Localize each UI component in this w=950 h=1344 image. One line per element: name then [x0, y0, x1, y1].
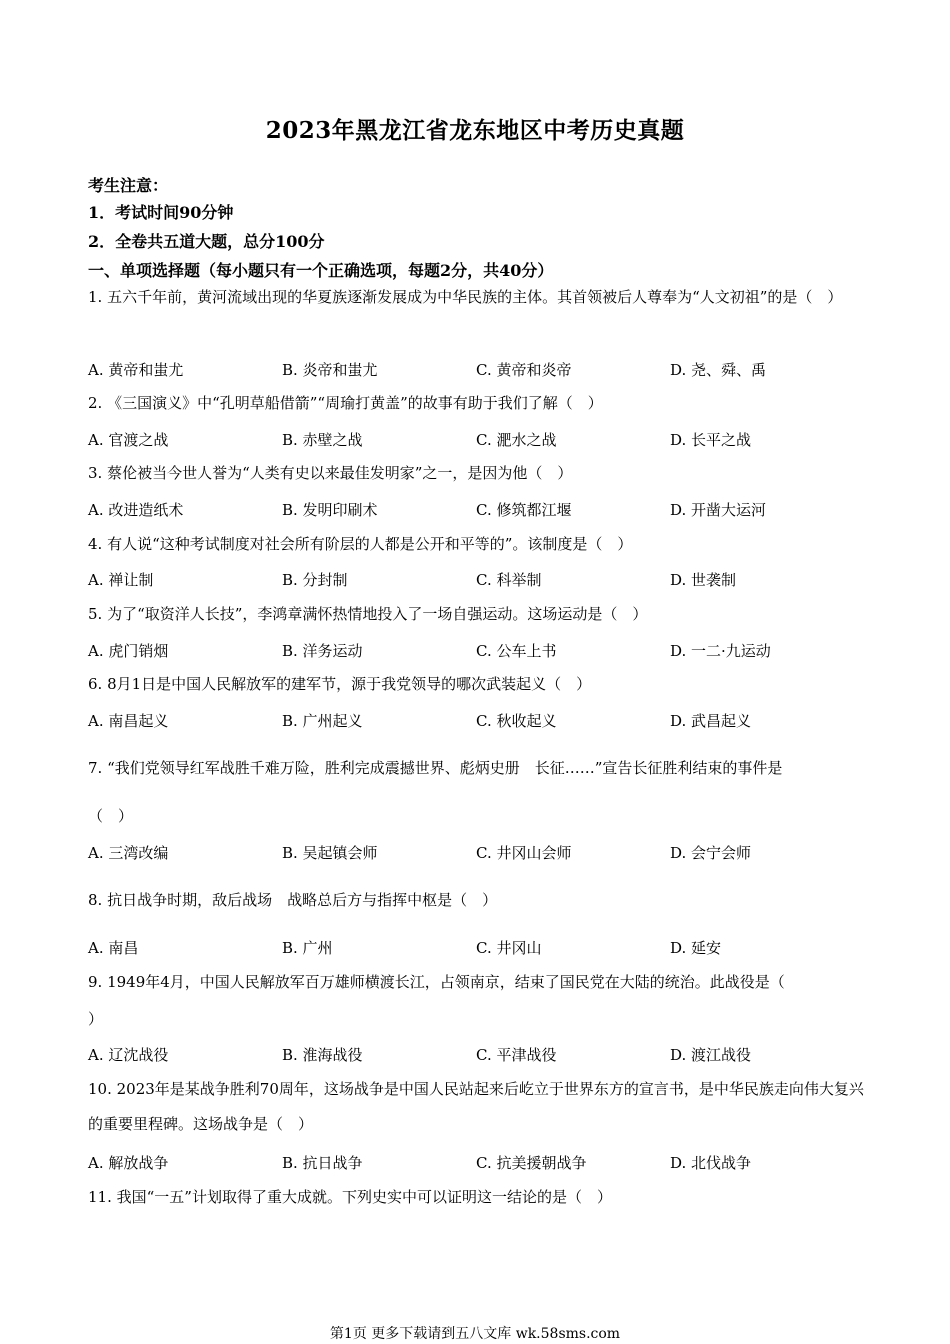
- option-b[interactable]: B. 炎帝和蚩尤: [282, 361, 378, 379]
- option-d[interactable]: D. 世袭制: [670, 571, 737, 589]
- option-a[interactable]: A. 南昌起义: [88, 712, 169, 730]
- option-d[interactable]: D. 一二·九运动: [670, 642, 771, 660]
- option-d[interactable]: D. 渡江战役: [670, 1046, 752, 1064]
- option-c[interactable]: C. 淝水之战: [476, 431, 557, 449]
- page-footer: 第1页 更多下载请到五八文库 wk.58sms.com: [329, 1326, 621, 1342]
- notice-item: 2．全卷共五道大题，总分100分: [88, 232, 325, 251]
- question-stem: 8. 抗日战争时期，敌后战场 战略总后方与指挥中枢是（ ）: [88, 891, 498, 909]
- option-b[interactable]: B. 淮海战役: [282, 1046, 363, 1064]
- option-c[interactable]: C. 井冈山: [476, 939, 542, 957]
- option-c[interactable]: C. 公车上书: [476, 642, 557, 660]
- answer-blank: ）: [88, 1010, 104, 1028]
- question-stem: 10. 2023年是某战争胜利70周年，这场战争是中国人民站起来后屹立于世界东方的宣言书，是中华民族走向伟大复兴的重要里程碑。这场战争是（ ）: [88, 1080, 864, 1133]
- question-stem: 7. “我们党领导红军战胜千难万险，胜利完成震撼世界、彪炳史册 长征……”宣告长征胜利结束的事件是: [88, 759, 783, 777]
- option-b[interactable]: B. 洋务运动: [282, 642, 363, 660]
- option-b[interactable]: B. 发明印刷术: [282, 501, 378, 519]
- options-row: [88, 937, 868, 961]
- option-a[interactable]: A. 黄帝和蚩尤: [88, 361, 184, 379]
- options-row: [88, 1044, 868, 1068]
- options-row: [88, 359, 868, 383]
- page-title: 2023年黑龙江省龙东地区中考历史真题: [265, 117, 685, 144]
- option-c[interactable]: C. 井冈山会师: [476, 844, 572, 862]
- option-c[interactable]: C. 黄帝和炎帝: [476, 361, 572, 379]
- option-c[interactable]: C. 抗美援朝战争: [476, 1154, 587, 1172]
- option-b[interactable]: B. 赤壁之战: [282, 431, 363, 449]
- option-c[interactable]: C. 秋收起义: [476, 712, 557, 730]
- question-stem: 2. 《三国演义》中“孔明草船借箭”“周瑜打黄盖”的故事有助于我们了解（ ）: [88, 394, 603, 412]
- option-b[interactable]: B. 抗日战争: [282, 1154, 363, 1172]
- options-row: [88, 710, 868, 734]
- option-a[interactable]: A. 三湾改编: [88, 844, 169, 862]
- option-d[interactable]: D. 延安: [670, 939, 722, 957]
- option-a[interactable]: A. 改进造纸术: [88, 501, 184, 519]
- question-stem: 5. 为了“取资洋人长技”，李鸿章满怀热情地投入了一场自强运动。这场运动是（ ）: [88, 605, 648, 623]
- section-heading: 一、单项选择题（每小题只有一个正确选项，每题2分，共40分）: [88, 261, 554, 280]
- options-row: [88, 842, 868, 866]
- options-row: [88, 569, 868, 593]
- options-row: [88, 429, 868, 453]
- question-stem: 3. 蔡伦被当今世人誉为“人类有史以来最佳发明家”之一，是因为他（ ）: [88, 464, 573, 482]
- option-a[interactable]: A. 辽沈战役: [88, 1046, 169, 1064]
- option-c[interactable]: C. 科举制: [476, 571, 542, 589]
- option-b[interactable]: B. 广州起义: [282, 712, 363, 730]
- question-stem: 4. 有人说“这种考试制度对社会所有阶层的人都是公开和平等的”。该制度是（ ）: [88, 535, 633, 553]
- question-stem: 1. 五六千年前，黄河流域出现的华夏族逐渐发展成为中华民族的主体。其首领被后人尊奉为“人文初祖”的是（ ）: [88, 288, 843, 306]
- option-a[interactable]: A. 南昌: [88, 939, 139, 957]
- options-row: [88, 1152, 868, 1176]
- option-d[interactable]: D. 北伐战争: [670, 1154, 752, 1172]
- notice-item: 1．考试时间90分钟: [88, 203, 234, 222]
- option-c[interactable]: C. 平津战役: [476, 1046, 557, 1064]
- option-d[interactable]: D. 开凿大运河: [670, 501, 767, 519]
- option-b[interactable]: B. 广州: [282, 939, 333, 957]
- question-stem: 9. 1949年4月，中国人民解放军百万雄师横渡长江，占领南京，结束了国民党在大陆的统治。此战役是（: [88, 973, 785, 991]
- question-stem: 11. 我国“一五”计划取得了重大成就。下列史实中可以证明这一结论的是（ ）: [88, 1188, 612, 1206]
- option-d[interactable]: D. 尧、舜、禹: [670, 361, 767, 379]
- option-a[interactable]: A. 禅让制: [88, 571, 154, 589]
- answer-blank: （ ）: [88, 807, 134, 825]
- option-c[interactable]: C. 修筑都江堰: [476, 501, 572, 519]
- options-row: [88, 499, 868, 523]
- option-b[interactable]: B. 分封制: [282, 571, 348, 589]
- option-d[interactable]: D. 武昌起义: [670, 712, 752, 730]
- option-a[interactable]: A. 官渡之战: [88, 431, 169, 449]
- options-row: [88, 640, 868, 664]
- option-a[interactable]: A. 虎门销烟: [88, 642, 169, 660]
- option-b[interactable]: B. 吴起镇会师: [282, 844, 378, 862]
- notice-heading: 考生注意：: [88, 176, 169, 195]
- option-d[interactable]: D. 长平之战: [670, 431, 752, 449]
- option-d[interactable]: D. 会宁会师: [670, 844, 752, 862]
- question-stem: 6. 8月1日是中国人民解放军的建军节，源于我党领导的哪次武装起义（ ）: [88, 675, 592, 693]
- option-a[interactable]: A. 解放战争: [88, 1154, 169, 1172]
